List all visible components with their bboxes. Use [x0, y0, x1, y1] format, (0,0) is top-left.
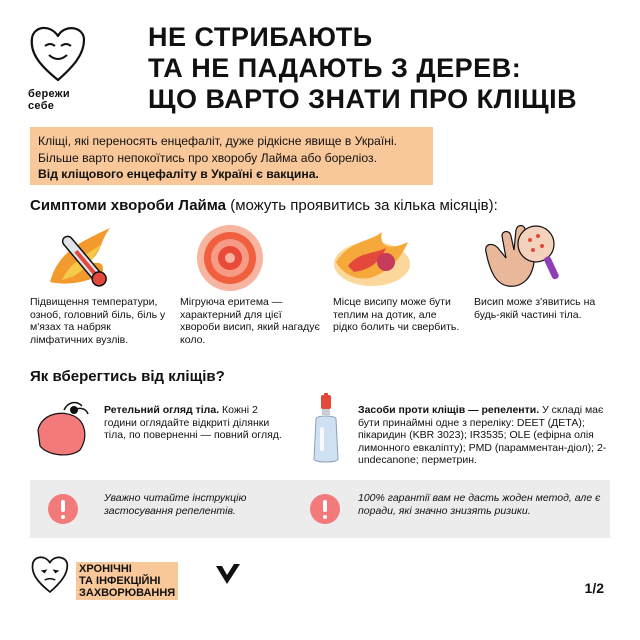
erythema-icon: [185, 222, 275, 292]
brand-logo: [28, 22, 118, 122]
title-line-1: НЕ СТРИБАЮТЬ: [148, 22, 373, 52]
page-title: [148, 22, 618, 115]
body-inspection-icon: [34, 396, 92, 458]
protection-text-1: [104, 404, 282, 442]
protection-heading: Як вберегтись від кліщів?: [30, 368, 225, 385]
protection-text-2: [358, 404, 618, 467]
protection-text-1-bold: Ретельний огляд тіла.: [104, 404, 220, 416]
symptoms-heading: [30, 196, 498, 216]
protection-text-2-bold: Засоби проти кліщів — репеленти.: [358, 404, 540, 416]
callout-line-1: Кліщі, які переносять енцефаліт, дуже рідкісне явище в Україні.: [38, 134, 398, 148]
intro-callout: [30, 127, 433, 185]
protection-text-2-rest: У складі має бути принаймні одне з переліку: DEET (ДЕТА); пікаридин (KBR 3023); IR3535; OLE (ефірна олія лимонного евкаліпту); PMD (парамментан-діол); 2-undecanone; перметрин.: [358, 404, 607, 466]
footer-category-label: ХРОНІЧНІ ТА ІНФЕКЦІЙНІ ЗАХВОРЮВАННЯ: [76, 562, 178, 600]
heart-face-icon: [28, 22, 88, 84]
callout-line-3: Від кліщового енцефаліту в Україні є вакцина.: [38, 167, 319, 181]
warning-icon: [310, 494, 340, 524]
title-line-3: ЩО ВАРТО ЗНАТИ ПРО КЛІЩІВ: [148, 84, 578, 114]
symptoms-heading-bold: Симптоми хвороби Лайма: [30, 197, 227, 214]
warning-icon: [48, 494, 78, 524]
footer-heart-face-icon: [30, 552, 70, 596]
thermometer-fire-icon: [40, 222, 130, 292]
title-line-2: ТА НЕ ПАДАЮТЬ З ДЕРЕВ:: [148, 53, 522, 83]
repellent-spray-icon: [308, 393, 344, 465]
protection-text-1-rest: Кожні 2 години оглядайте відкриті ділянки тіла, по поверненні — повний огляд.: [104, 404, 282, 441]
warning-text-1: Уважно читайте інструкцію застосування репелентів.: [104, 492, 247, 517]
partner-logo-icon: [214, 562, 242, 586]
brand-logo-text: бережи себе: [28, 88, 70, 112]
hand-rash-icon: [478, 222, 568, 292]
callout-line-2: Більше варто непокоїтись про хворобу Лайма або бореліоз.: [38, 150, 377, 165]
symptoms-heading-rest: (можуть проявитись за кілька місяців):: [226, 197, 498, 214]
symptom-text-3: Місце висипу може бути теплим на дотик, але рідко болить чи свербить.: [333, 296, 460, 333]
symptom-text-2: Мігруюча еритема — характерний для цієї хвороби висип, який нагадує коло.: [180, 296, 320, 346]
warning-text-2: 100% гарантії вам не дасть жоден метод, але є поради, які значно знизять ризики.: [358, 492, 601, 517]
symptom-text-4: Висип може з'явитись на будь-якій частині тіла.: [474, 296, 596, 321]
symptom-text-1: Підвищення температури, озноб, головний біль, біль у м'язах та набряк лімфатичних вузлів.: [30, 296, 166, 346]
page-number: 1/2: [584, 580, 604, 596]
burning-bite-icon: [330, 222, 420, 292]
